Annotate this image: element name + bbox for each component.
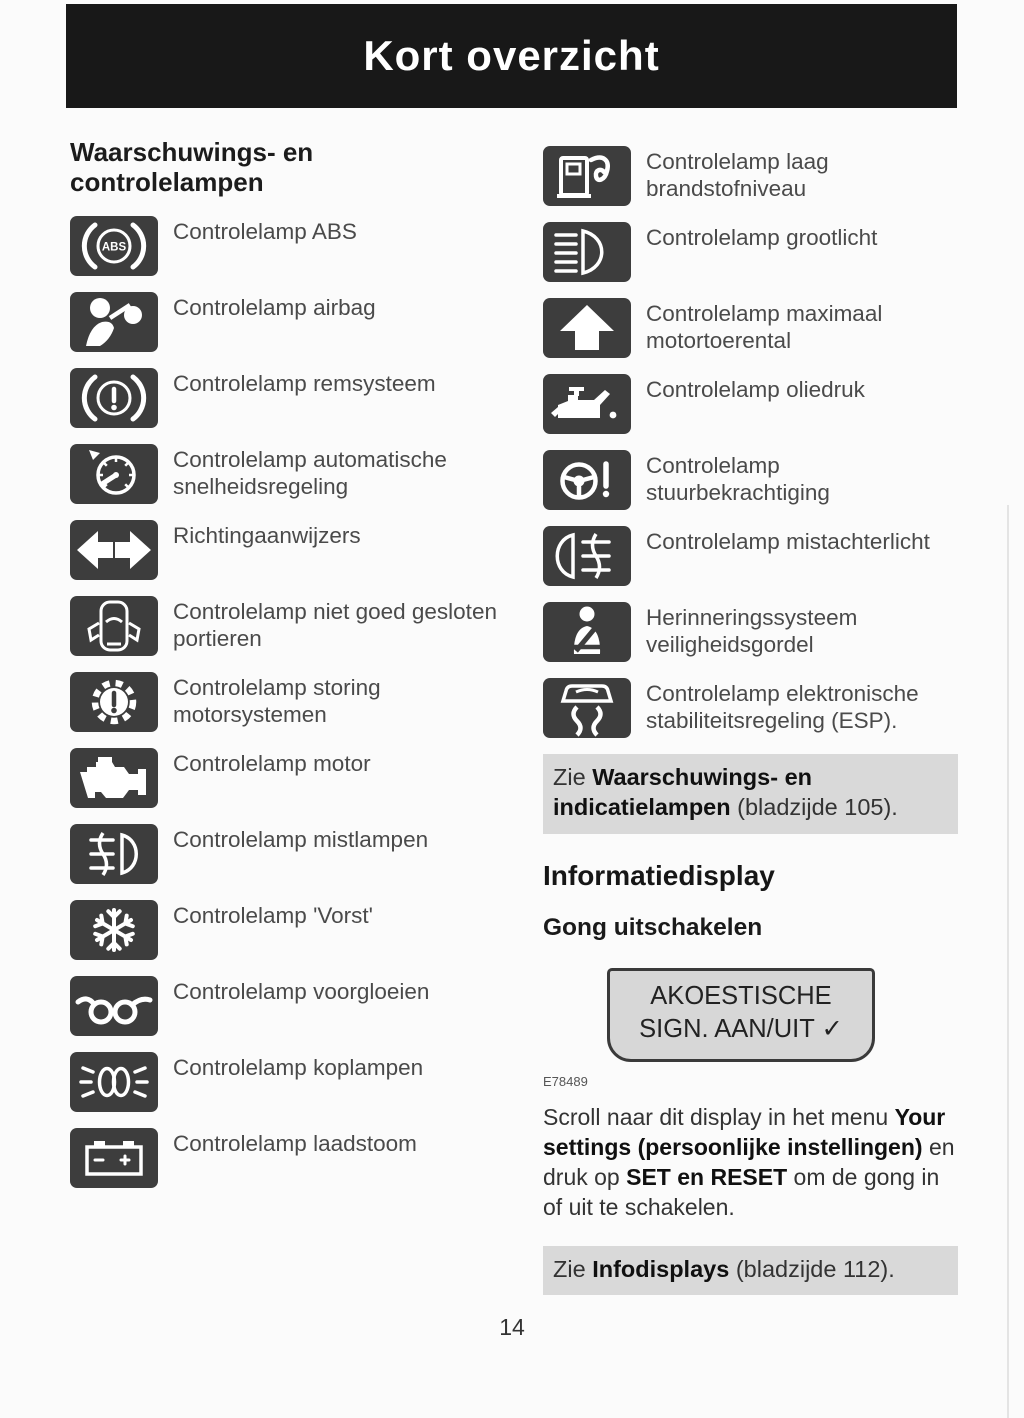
instructions-paragraph [543,1103,958,1223]
lamp-label: Richtingaanwijzers [173,522,361,548]
lamp-label: Controlelamp voorgloeien [173,978,430,1004]
lamp-label: Controlelamp oliedruk [646,377,865,402]
instruction-bold-text: SET en RESET [626,1163,788,1190]
gong-subheading: Gong uitschakelen [543,913,763,941]
note-text: (bladzijde 112). [729,1255,895,1282]
low-fuel-icon [543,146,631,206]
lamp-label: Controlelamp laadstoom [173,1130,417,1156]
lamp-tile [70,596,158,656]
lamp-row [70,368,515,428]
info-display-screen [607,968,875,1062]
lamp-tile [70,520,158,580]
lamp-row [70,216,515,276]
power-steering-icon [543,450,631,510]
lamp-label: Controlelamp ABS [173,218,357,244]
cross-reference-note [543,1246,958,1296]
doors-open-icon [70,596,158,656]
abs-icon [70,216,158,276]
lamp-row [70,520,515,580]
lamp-tile [70,1128,158,1188]
lamp-row [543,602,958,662]
rear-fog-light-icon [543,526,631,586]
lamp-tile [70,824,158,884]
warning-lamp-list [543,146,958,738]
lamp-tile [543,678,631,738]
lamp-tile [543,146,631,206]
lamp-tile [70,368,158,428]
lamp-row [543,526,958,586]
lamp-row [543,222,958,282]
lamp-row [543,450,958,510]
turn-signals-icon [70,520,158,580]
cross-reference-note [543,754,958,834]
left-column [70,138,515,1295]
lamp-row [70,748,515,808]
front-fog-lights-icon [70,824,158,884]
figure-code: E78489 [543,1073,588,1089]
note-bold-text: Infodisplays [592,1255,730,1282]
instruction-text: en druk op [543,1133,955,1190]
content-columns [70,138,958,1295]
display-line-1: AKOESTISCHE [650,981,832,1010]
lamp-tile [70,444,158,504]
oil-pressure-icon [543,374,631,434]
lamp-row [543,678,958,738]
lamp-label: Controlelamp stuurbekrachtiging [646,453,830,506]
lamp-row [70,292,515,352]
lamp-row [70,976,515,1036]
page-header [66,4,957,108]
lamp-label: Controlelamp niet goed gesloten portieren [173,598,497,652]
engine-malfunction-icon [70,672,158,732]
lamp-tile [70,900,158,960]
note-text: (bladzijde 105). [730,793,898,820]
cruise-control-icon [70,444,158,504]
airbag-icon [70,292,158,352]
note-text: Zie [553,764,593,790]
instruction-text: Scroll naar dit display in het menu [543,1103,895,1130]
lamp-tile [70,1052,158,1112]
lamp-label: Controlelamp mistachterlicht [646,529,930,554]
lamp-row [543,374,958,434]
lamp-row [543,298,958,358]
lamp-row [70,444,515,504]
battery-charge-icon [70,1128,158,1188]
lamp-label: Controlelamp elektronische stabiliteitsregeling (ESP). [646,681,919,734]
note-bold-text: Waarschuwings- en indicatielampen [553,764,812,820]
lamp-label: Controlelamp storing motorsystemen [173,674,381,728]
page-edge-line [1007,505,1009,1418]
lamp-row [70,1128,515,1188]
lamp-label: Controlelamp airbag [173,294,376,320]
lamp-row [70,672,515,732]
glow-plug-icon [70,976,158,1036]
lamp-label: Controlelamp 'Vorst' [173,902,373,928]
lamp-label: Controlelamp mistlampen [173,826,429,852]
lamp-tile [70,976,158,1036]
headlights-icon [70,1052,158,1112]
lamp-tile [543,450,631,510]
lamp-tile [70,748,158,808]
lamp-label: Controlelamp maximaal motortoerental [646,301,883,354]
lamp-label: Herinneringssysteem veiligheidsgordel [646,605,858,658]
warning-lamp-list [70,216,515,1188]
lamp-tile [543,298,631,358]
lamp-row [70,596,515,656]
lamp-tile [543,222,631,282]
lamp-label: Controlelamp laag brandstofniveau [646,149,829,202]
right-column [543,138,958,1295]
lamp-row [70,1052,515,1112]
lamp-row [70,900,515,960]
esp-icon [543,678,631,738]
brake-system-icon [70,368,158,428]
page-number: 14 [499,1314,525,1340]
engine-icon [70,748,158,808]
lamp-tile [543,374,631,434]
lamp-label: Controlelamp motor [173,750,371,776]
frost-icon [70,900,158,960]
lamp-tile [543,602,631,662]
display-line-2: SIGN. AAN/UIT ✓ [639,1014,843,1043]
high-beam-icon [543,222,631,282]
lamp-row [543,146,958,206]
lamp-label: Controlelamp koplampen [173,1054,424,1080]
warning-lamps-heading: Waarschuwings- en controlelampen [70,137,314,197]
lamp-label: Controlelamp remsysteem [173,370,436,396]
info-display-heading: Informatiedisplay [543,859,775,891]
lamp-label: Controlelamp grootlicht [646,225,878,250]
lamp-tile [70,672,158,732]
lamp-tile [543,526,631,586]
lamp-tile [70,216,158,276]
lamp-row [70,824,515,884]
lamp-label: Controlelamp automatische snelheidsregeling [173,446,447,500]
note-text: Zie [553,1255,593,1282]
lamp-tile [70,292,158,352]
instruction-bold-text: Your settings (persoonlijke instellingen) [543,1103,946,1160]
check-icon: ✓ [821,1014,843,1043]
instruction-text: om de gong in of uit te schakelen. [543,1163,940,1220]
page-title: Kort overzicht [363,32,660,79]
max-rpm-icon [543,298,631,358]
seatbelt-reminder-icon [543,602,631,662]
